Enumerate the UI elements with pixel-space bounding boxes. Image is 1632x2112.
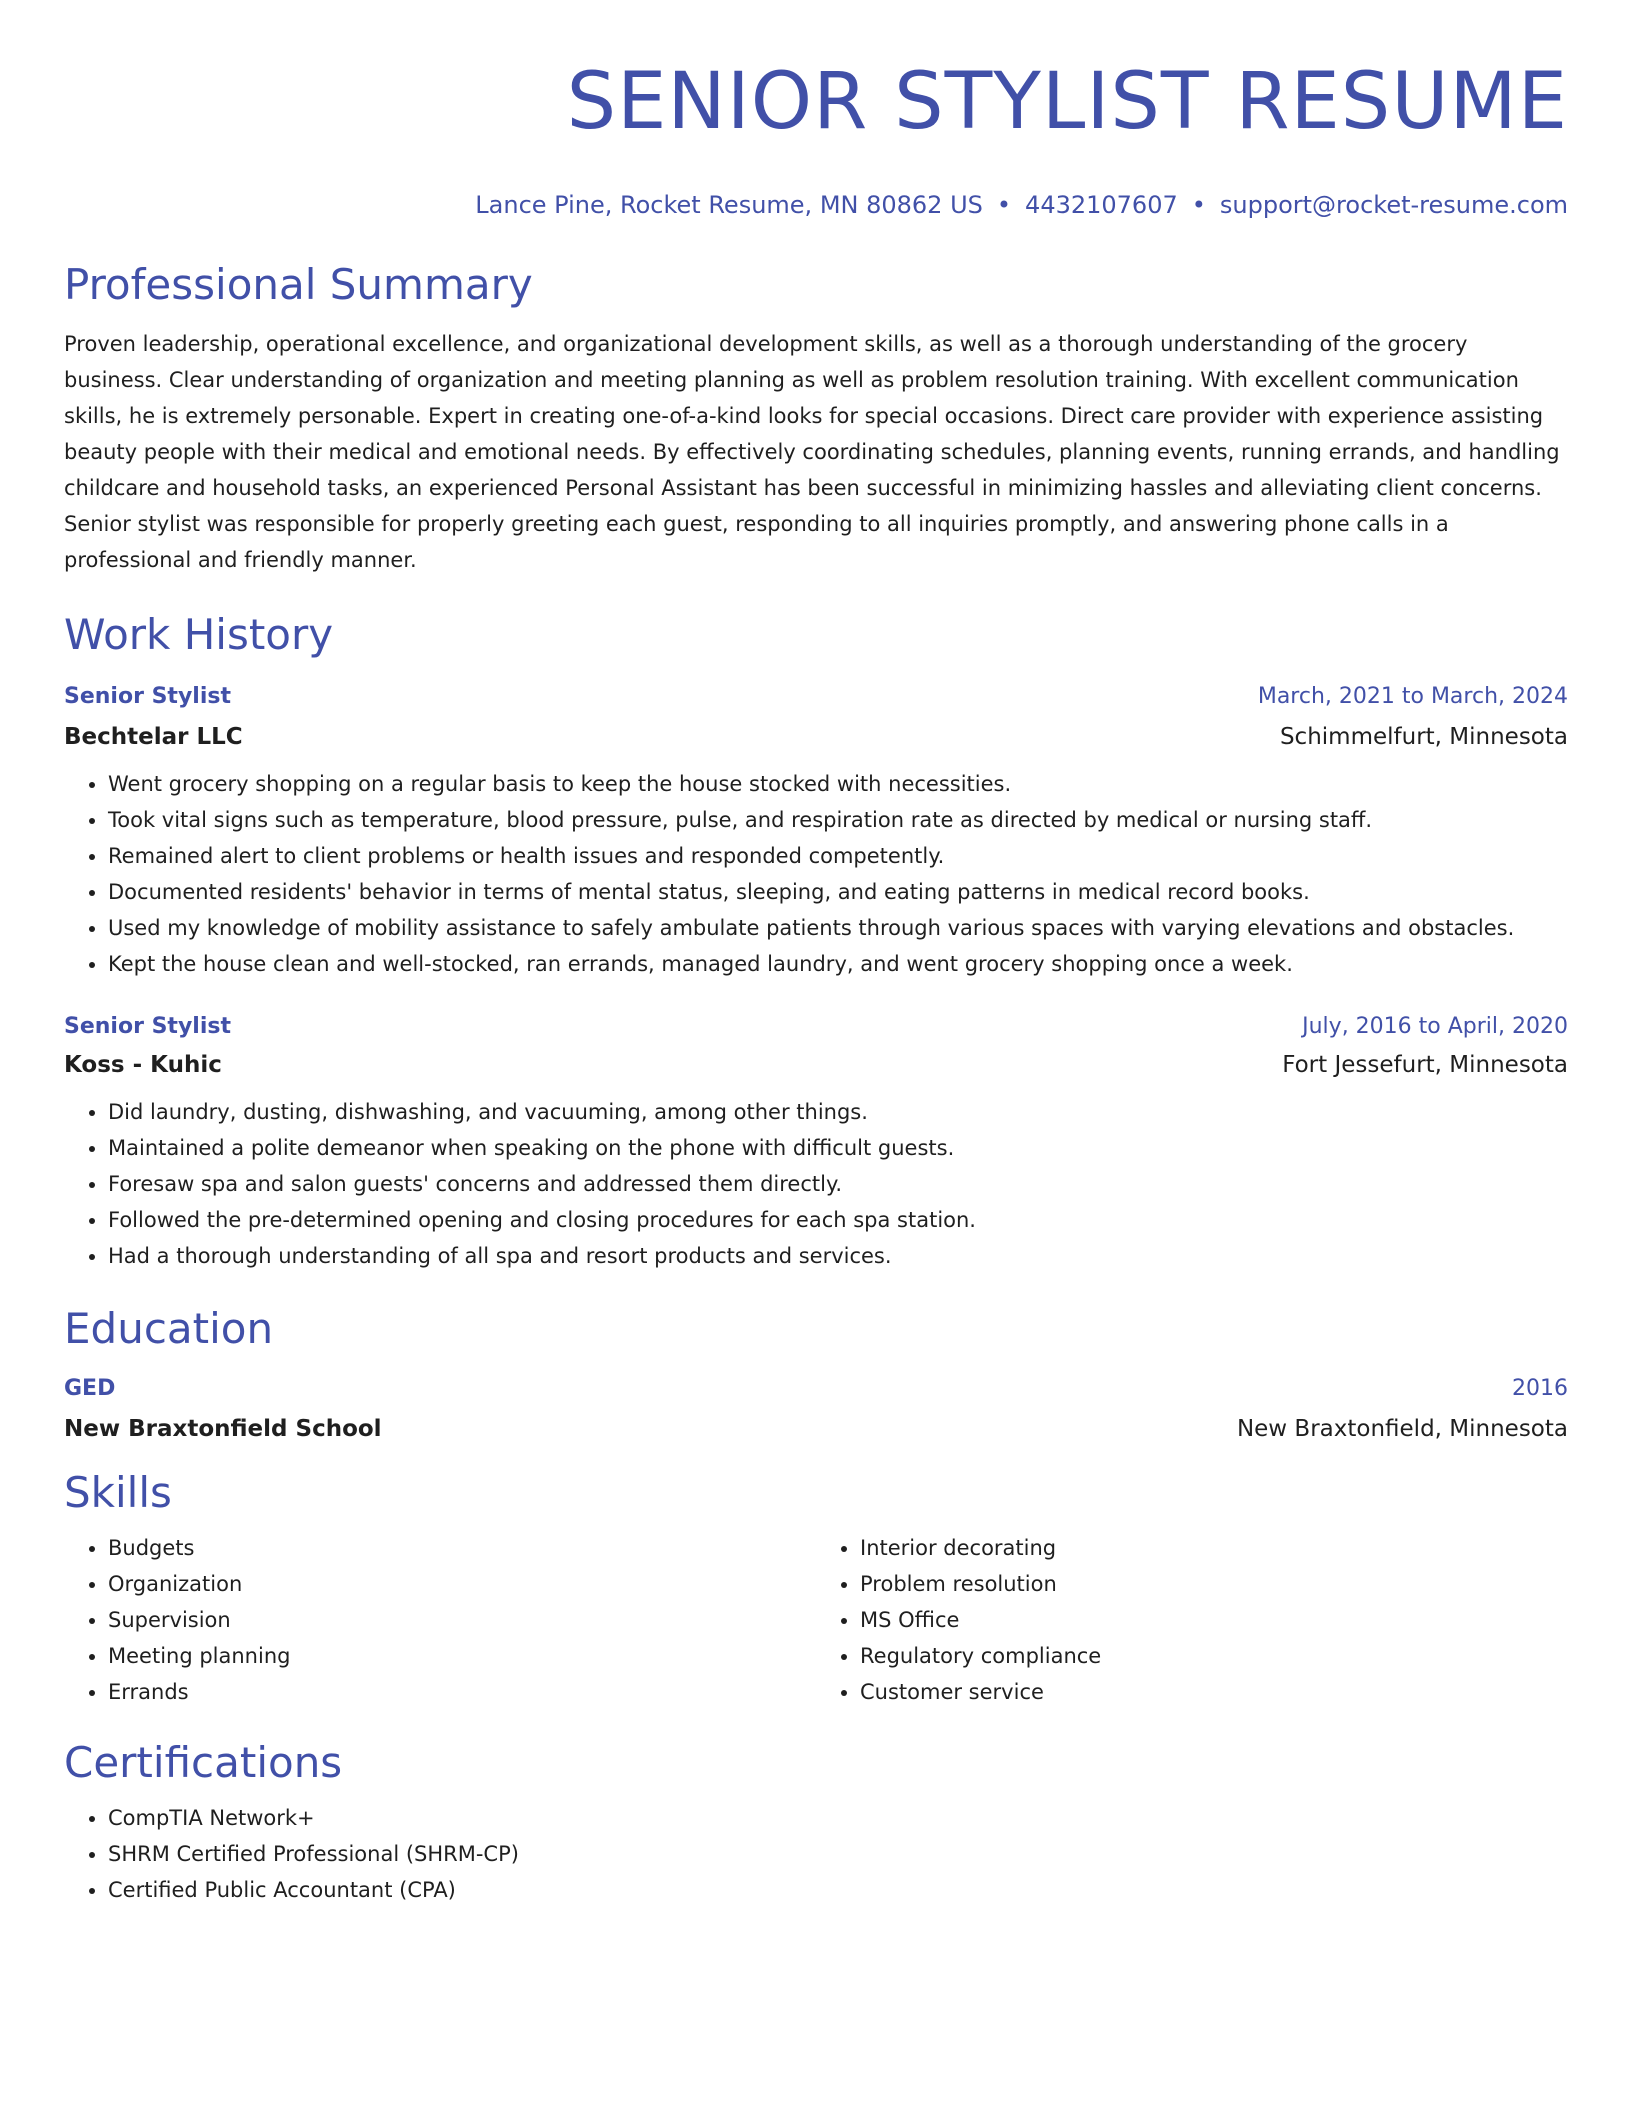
resume-title: SENIOR STYLIST RESUME [566,57,1568,147]
contact-address: Lance Pine, Rocket Resume, MN 80862 US [475,191,983,219]
list-item: • Supervision [108,1602,816,1638]
resume-header [64,0,1568,220]
skills-list-right [816,1530,1568,1710]
contact-line [64,190,1568,220]
list-item: • Remained alert to client problems or health issues and responded competently. [108,838,1568,874]
job-company-row [64,722,1568,752]
list-item: • Errands [108,1674,816,1710]
work-history-heading: Work History [64,610,334,659]
skills-columns [64,1530,1568,1710]
job-location: Schimmelfurt, Minnesota [1279,724,1568,750]
summary-heading: Professional Summary [64,260,533,309]
job-title: Senior Stylist [64,1014,231,1039]
skills-list-left [64,1530,816,1710]
list-item: • SHRM Certified Professional (SHRM-CP) [108,1836,1568,1872]
list-item: • Organization [108,1566,816,1602]
list-item: • Interior decorating [860,1530,1568,1566]
job-entry [64,1012,1568,1274]
list-item: • Meeting planning [108,1638,816,1674]
contact-phone: 4432107607 [1025,191,1178,219]
list-item: • Foresaw spa and salon guests' concerns and addressed them directly. [108,1166,1568,1202]
certifications-section [64,1738,1568,1908]
education-school: New Braxtonfield School [64,1416,382,1442]
job-company-row [64,1050,1568,1080]
education-location: New Braxtonfield, Minnesota [1236,1416,1568,1442]
contact-separator: • [1191,191,1206,219]
list-item: • MS Office [860,1602,1568,1638]
job-location: Fort Jessefurt, Minnesota [1282,1052,1568,1078]
summary-section [64,260,1568,578]
list-item: • Did laundry, dusting, dishwashing, and vacuuming, among other things. [108,1094,1568,1130]
list-item: • Followed the pre-determined opening and closing procedures for each spa station. [108,1202,1568,1238]
list-item: • Documented residents' behavior in terms of mental status, sleeping, and eating patterns in medical record books. [108,874,1568,910]
job-company: Koss - Kuhic [64,1052,222,1078]
job-entry [64,682,1568,982]
job-bullets [64,766,1568,982]
certifications-heading: Certifications [64,1738,343,1787]
list-item: • Had a thorough understanding of all spa and resort products and services. [108,1238,1568,1274]
list-item: • Budgets [108,1530,816,1566]
job-company: Bechtelar LLC [64,724,243,750]
list-item: • Took vital signs such as temperature, blood pressure, pulse, and respiration rate as directed by medical or nursing staff. [108,802,1568,838]
education-school-row [64,1414,1568,1444]
job-title: Senior Stylist [64,684,231,709]
list-item: • Went grocery shopping on a regular basis to keep the house stocked with necessities. [108,766,1568,802]
education-header-row [64,1374,1568,1404]
summary-text: Proven leadership, operational excellence, and organizational development skills, as well as a thorough understanding of the grocery business. Clear understanding of organization and meeting planning as well as problem resolution training. With excellent communication skills, he is extremely personable. Expert in creating one-of-a-kind looks for special occasions. Direct care provider with experience assisting beauty people with their medical and emotional needs. By effectively coordinating schedules, planning events, running errands, and handling childcare and household tasks, an experienced Personal Assistant has been successful in minimizing hassles and alleviating client concerns. Senior stylist was responsible for properly greeting each guest, responding to all inquiries promptly, and answering phone calls in a professional and friendly manner. [64,332,1560,572]
list-item: • Certified Public Accountant (CPA) [108,1872,1568,1908]
skills-heading: Skills [64,1468,172,1517]
education-degree: GED [64,1376,116,1401]
list-item: • Used my knowledge of mobility assistance to safely ambulate patients through various spaces with varying elevations and obstacles. [108,910,1568,946]
job-header-row [64,1012,1568,1042]
work-history-section [64,610,1568,1274]
certifications-list [64,1800,1568,1908]
list-item: • Regulatory compliance [860,1638,1568,1674]
education-year: 2016 [1512,1376,1568,1401]
list-item: • CompTIA Network+ [108,1800,1568,1836]
education-section [64,1304,1568,1444]
job-dates: July, 2016 to April, 2020 [1302,1014,1568,1039]
skills-section [64,1468,1568,1710]
list-item: • Customer service [860,1674,1568,1710]
job-dates: March, 2021 to March, 2024 [1257,684,1568,709]
list-item: • Maintained a polite demeanor when speaking on the phone with difficult guests. [108,1130,1568,1166]
contact-email: support@rocket-resume.com [1219,191,1568,219]
education-heading: Education [64,1304,274,1353]
list-item: • Kept the house clean and well-stocked, ran errands, managed laundry, and went grocery shopping once a week. [108,946,1568,982]
job-bullets [64,1094,1568,1274]
job-header-row [64,682,1568,712]
contact-separator: • [996,191,1012,219]
list-item: • Problem resolution [860,1566,1568,1602]
